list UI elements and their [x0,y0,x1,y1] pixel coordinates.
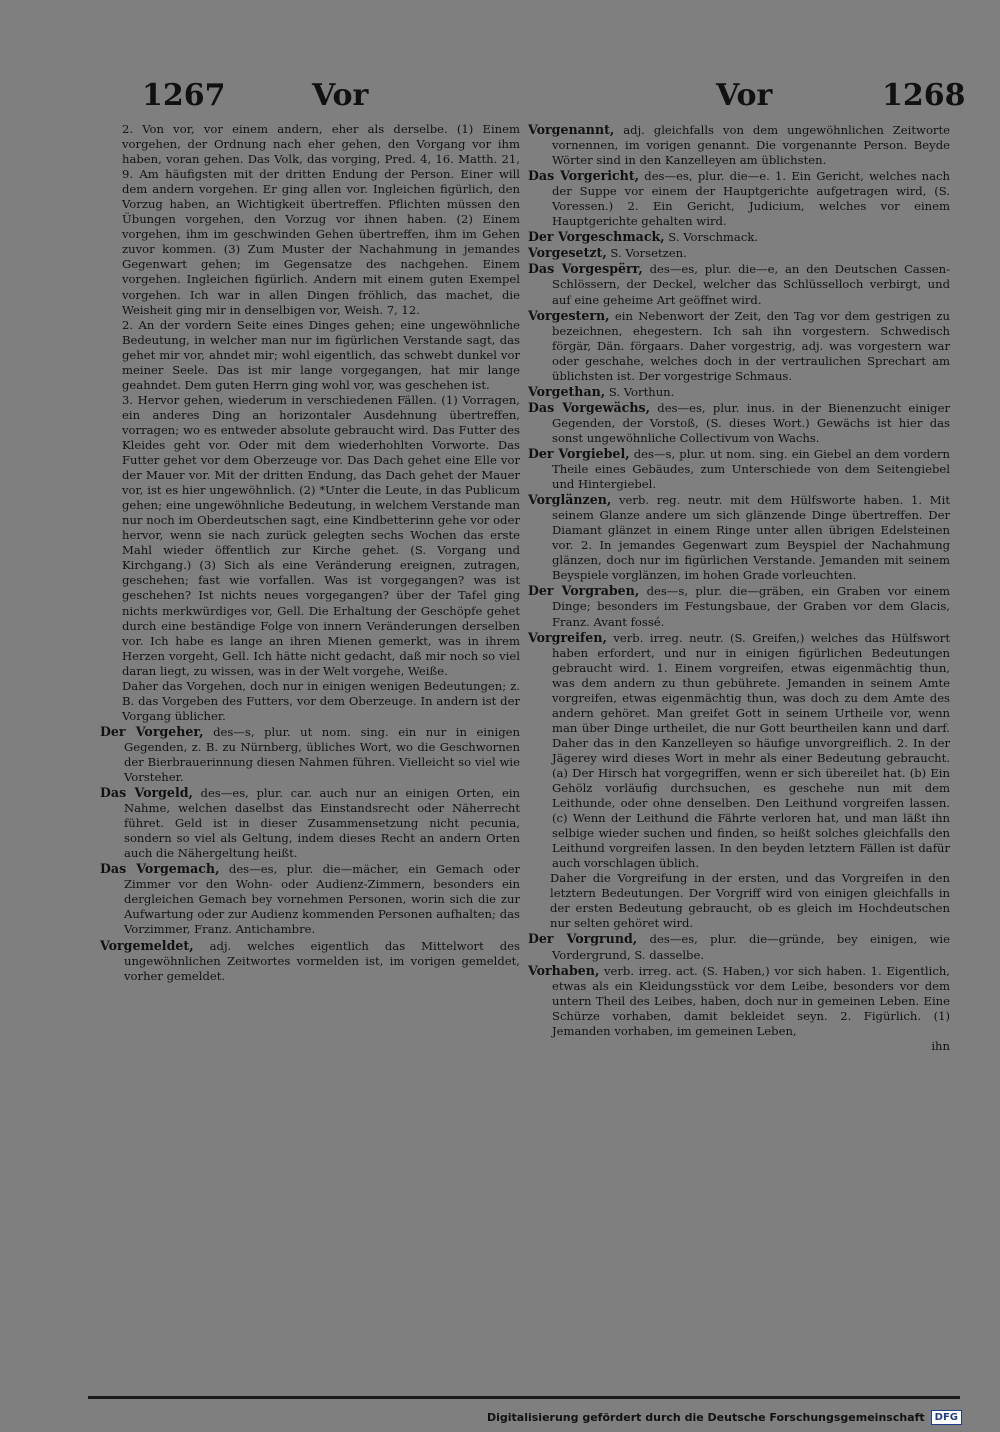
dictionary-entry [528,492,950,583]
credit-text: Digitalisierung gefördert durch die Deutsche Forschungsgemeinschaft [486,1410,925,1424]
dictionary-entry [528,261,950,307]
paragraph: Daher die Vorgreifung in der ersten, und das Vorgreifen in den letztern Bedeutungen. Der Vorgriff wird von einigen gleichfalls in der ersten Bedeutung gebraucht, ob es gleich im Hochdeutschen nur selten gehöret wird. [550,871,950,931]
entry-text: des—s, plur. ut nom. sing. ein Giebel an dem vordern Theile eines Gebäudes, zum Unterschiede von dem Seitengiebel und Hintergiebel. [552,446,950,492]
entry-text: des—es, plur. die—e. 1. Ein Gericht, welches nach der Suppe vor einem der Hauptgerichte aufgetragen wird, (S. Voressen.) 2. Ein Gericht, Judicium, welches vor einem Hauptgerichte gehalten wird. [552,169,950,229]
bottom-rule [88,1396,960,1399]
entry-text: S. Vorschmack. [664,230,759,245]
dictionary-entry [100,785,520,861]
dictionary-entry [528,229,950,245]
paragraph: 2. An der vordern Seite eines Dinges gehen; eine ungewöhnliche Bedeutung, in welcher man nur im figürlichen Verstande sagt, das gehet mir vor, ahndet mir; wohl eigentlich, das schwebt dunkel vor meiner Seele. Das ist mir lange vorgegangen, hat mir lange geahndet. Dem guten Herrn ging wohl vor, was geschehen ist. [122,317,520,392]
dictionary-entry [528,122,950,168]
entry-text: adj. gleichfalls von dem ungewöhnlichen Zeitworte vornennen, im vorigen genannt. Die vorgenannte Person. Beyde Wörter sind in den Kanzelleyen am üblichsten. [552,123,950,168]
dfg-logo: DFG [931,1410,962,1425]
right-column [528,122,950,1054]
entry-headword: Vorgreifen, [528,629,607,645]
entry-text: verb. irreg. act. (S. Haben,) vor sich haben. 1. Eigentlich, etwas als ein Kleidungsstück vor dem Leibe, besonders vor dem untern Theil des Leibes, haben, doch nur in gemeinen Leben. Eine Schürze vorhaben, damit bekleidet seyn. 2. Figürlich. (1) Jemanden vorhaben, im gemeinen Leben, [552,963,950,1038]
entry-text: des—es, plur. car. auch nur an einigen Orten, ein Nahme, welchen daselbst das Einstandsrecht oder Näherrecht führet. Geld ist in dieser Zusammensetzung nicht pecunia, sondern so viel als Geltung, indem dieses Recht an andern Orten auch die Nähergeltung heißt. [124,786,521,861]
right-page-number: 1268 [882,78,966,113]
dictionary-entry [528,931,950,962]
page-header [0,78,1000,118]
entry-text: verb. reg. neutr. mit dem Hülfsworte haben. 1. Mit seinem Glanze andere um sich glänzende Dinge übertreffen. Der Diamant glänzet in einem Ringe unter allen übrigen Edelsteinen vor. 2. In jemandes Gegenwart zum Beyspiel der Nachahmung glänzen, doch nur im figürlichen Verstande. Jemanden mit seinem Beyspiele vorglänzen, im hohen Grade vorleuchten. [552,493,950,583]
entry-headword: Vorgestern, [528,307,610,323]
dictionary-entry [528,963,950,1039]
entry-headword: Vorgethan, [528,383,606,399]
dictionary-entry [528,384,950,400]
paragraph: 3. Hervor gehen, wiederum in verschiedenen Fällen. (1) Vorragen, ein anderes Ding an horizontaler Ausdehnung übertreffen, vorragen; wo es entweder absolute gebraucht wird. Das Futter des Kleides geht vor. Oder mit dem wiederhohlten Vorworte. Das Futter gehet vor dem Oberzeuge vor. Das Dach gehet eine Elle vor der Mauer vor. Mit der dritten Endung, das Dach gehet der Mauer vor, ist es hier ungewöhnlich. (2) *Unter die Leute, in das Publicum gehen; eine ungewöhnliche Bedeutung, in welchem Verstande man nur noch im Oberdeutschen sagt, eine Kindbetterinn gehe vor oder hervor, wenn sie nach zurück gelegten sechs Wochen das erste Mahl wieder öffentlich zur Kirche gehet. (S. Vorgang und Kirchgang.) (3) Sich als eine Veränderung ereignen, zutragen, geschehen; fast wie vorfallen. Was ist vorgegangen? was ist geschehen? Ist nichts neues vorgegangen? über der Tafel ging nichts merkwürdiges vor, Gell. Die Erhaltung der Geschöpfe gehet durch eine beständige Folge von innern Veränderungen derselben vor. Ich habe es lange an ihren Mienen gemerkt, was in ihrem Herzen vorgeht, Gell. Ich hätte nicht gedacht, daß mir noch so viel daran liegt, zu wissen, was in der Welt vorgehe, Weiße. [122,392,520,678]
entry-text: ein Nebenwort der Zeit, den Tag vor dem gestrigen zu bezeichnen, ehegestern. Ich sah ihn vorgestern. Schwedisch förgär, Dän. förgaars. Daher vorgestrig, adj. was vorgestern war oder geschahe, welches doch in der vertraulichen Sprechart am üblichsten ist. Der vorgestrige Schmaus. [552,308,950,383]
entry-text: S. Vorsetzen. [606,246,687,261]
entry-text: verb. irreg. neutr. (S. Greifen,) welches das Hülfswort haben erfordert, und nur in einigen figürlichen Bedeutungen gebraucht wird. 1. Einem vorgreifen, etwas eigenmächtig thun, was dem andern zu thun gebührete. Jemanden in seinem Amte vorgreifen, etwas eigenmächtig thun, was doch zu dem Amte des andern gehöret. Man greifet Gott in seinem Urtheile vor, wenn man über Dinge urtheilet, die nur Gott beurtheilen kann und darf. Daher das in den Kanzelleyen so häufige unvorgreiflich. 2. In der Jägerey wird dieses Wort in mehr als einer Bedeutung gebraucht. (a) Der Hirsch hat vorgegriffen, wenn er sich übereilet hat. (b) Ein Gehölz vorläufig durchsuchen, es geschehe nun mit dem Leithunde, oder ohne denselben. Den Leithund vorgreifen lassen. (c) Wenn der Leithund die Fährte verloren hat, und man läßt ihn selbige wieder suchen und finden, so heißt solches gleichfalls den Leithund vorgreifen lassen. In den beyden letztern Fällen ist dafür auch vorschlagen üblich. [552,630,950,871]
entry-headword: Das Vorgewächs, [528,399,650,415]
dictionary-entry [528,168,950,229]
entry-text: des—s, plur. ut nom. sing. ein nur in einigen Gegenden, z. B. zu Nürnberg, übliches Wort, wo die Geschwornen der Bierbrauerinnung diesen Nahmen führen. Vielleicht so viel wie Vorsteher. [124,724,520,785]
dictionary-entry [100,724,520,785]
entry-headword: Der Vorgeher, [100,723,204,739]
entry-headword: Vorglänzen, [528,492,612,508]
dictionary-entry [528,245,950,261]
dictionary-entry [528,400,950,446]
entry-text: des—s, plur. die—gräben, ein Graben vor einem Dinge; besonders im Festungsbaue, der Graben vor dem Glacis, Franz. Avant fossé. [552,584,950,629]
entry-text: des—es, plur. die—e, an den Deutschen Cassen- Schlössern, der Deckel, welcher das Schlüsselloch verbirgt, und auf eine geheime Art geöffnet wird. [552,262,950,307]
entry-headword: Das Vorgericht, [528,168,640,184]
paragraph: Daher das Vorgehen, doch nur in einigen wenigen Bedeutungen; z. B. das Vorgeben des Futters, vor dem Oberzeuge. In andern ist der Vorgang üblicher. [122,678,520,723]
entry-headword: Vorgenannt, [528,122,615,137]
dictionary-entry [528,630,950,872]
dictionary-entry [528,446,950,492]
left-column [100,122,520,984]
entry-headword: Der Vorgiebel, [528,445,630,461]
dictionary-entry [528,308,950,384]
dictionary-entry [100,938,520,984]
entry-text: des—es, plur. inus. in der Bienenzucht einiger Gegenden, der Vorstoß, (S. dieses Wort.) Gewächs ist hier das sonst ungewöhnliche Collectivum von Wachs. [552,400,951,445]
entry-headword: Das Vorgemach, [100,861,220,877]
catchword: ihn [931,1038,950,1053]
entry-headword: Das Vorgespërr, [528,261,643,277]
entry-headword: Das Vorgeld, [100,785,193,801]
left-catchword: Vor [312,78,369,113]
dictionary-entry [100,861,520,937]
right-catchword: Vor [716,78,773,113]
digitization-credit [487,1408,962,1426]
entry-headword: Der Vorgrund, [528,931,638,947]
entry-headword: Vorhaben, [528,962,600,978]
entry-text: S. Vorthun. [605,384,675,399]
paragraph: 2. Von vor, vor einem andern, eher als derselbe. (1) Einem vorgehen, der Ordnung nach eher gehen, den Vorgang vor ihm haben, voran gehen. Das Volk, das vorging, Pred. 4, 16. Matth. 21, 9. Am häufigsten mit der dritten Endung der Person. Einer will dem andern vorgehen. Er ging allen vor. Ingleichen figürlich, den Vorzug haben, an Wichtigkeit übertreffen. Pflichten müssen den Übungen vorgehen, den Vorzug vor ihnen haben. (2) Einem vorgehen, ihm im geschwinden Gehen übertreffen, ihm im Gehen zuvor kommen. (3) Zum Muster der Nachahmung in jemandes Gegenwart gehen; im Gegensatze des nachgehen. Einem vorgehen. Ingleichen figürlich. Andern mit einem guten Exempel vorgehen. Ich war in allen Dingen fröhlich, das machet, die Weisheit ging mir in denselbigen vor, Weish. 7, 12. [122,122,520,317]
entry-headword: Vorgesetzt, [528,245,607,261]
entry-headword: Der Vorgeschmack, [528,229,665,245]
entry-text: des—es, plur. die—mächer, ein Gemach oder Zimmer vor den Wohn- oder Audienz-Zimmern, besonders ein dergleichen Gemach bey vornehmen Personen, worin sich die zur Aufwartung oder zur Audienz kommenden Personen aufhalten; das Vorzimmer, Franz. Antichambre. [124,862,521,937]
entry-headword: Vorgemeldet, [100,937,194,953]
left-page-number: 1267 [142,78,226,113]
dictionary-entry [528,583,950,629]
entry-text: des—es, plur. die—gründe, bey einigen, wie Vordergrund, S. dasselbe. [552,932,950,962]
entry-text: adj. welches eigentlich das Mittelwort des ungewöhnlichen Zeitwortes vormelden ist, im vorigen gemeldet, vorher gemeldet. [124,938,520,983]
entry-headword: Der Vorgraben, [528,583,640,599]
